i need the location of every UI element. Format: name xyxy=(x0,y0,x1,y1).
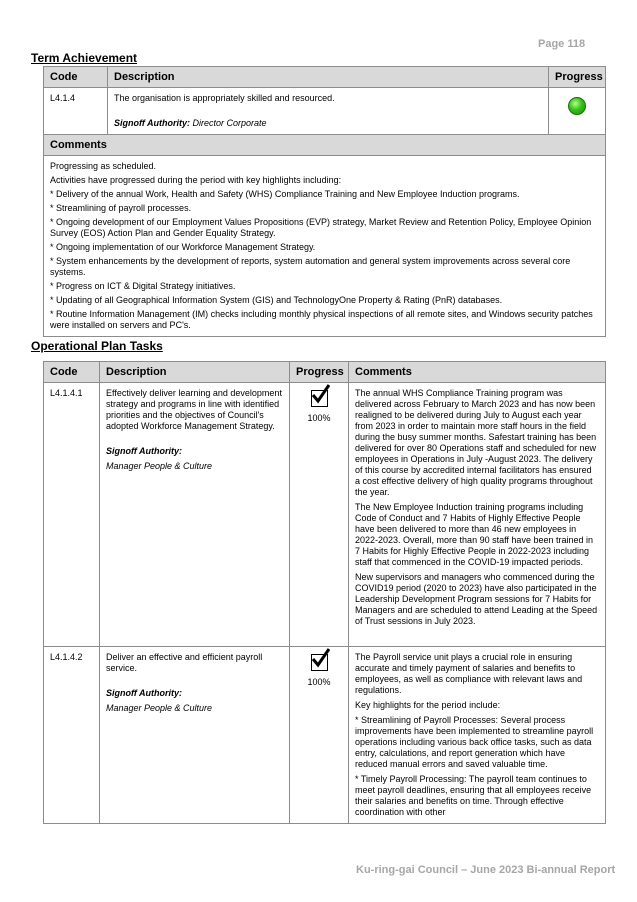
table-row xyxy=(44,383,606,647)
signoff-value: Manager People & Culture xyxy=(106,703,213,713)
term-achievement-table xyxy=(43,66,606,337)
task-description: Effectively deliver learning and development strategy and programs in line with identified priorities and the objectives of Council's adopted Workforce Management Strategy. xyxy=(106,388,282,431)
comment-line: Activities have progressed during the period with key highlights including: xyxy=(50,175,342,185)
comment-line: * System enhancements by the development of reports, system automation and general system improvements across several core systems. xyxy=(50,256,571,277)
task-code: L4.1.4.1 xyxy=(44,383,100,647)
comment-line: Progressing as scheduled. xyxy=(50,161,157,171)
comments-row xyxy=(44,156,606,337)
signoff-label: Signoff Authority: xyxy=(114,118,190,128)
term-signoff xyxy=(114,118,542,129)
comment-line: * Ongoing implementation of our Workforce Management Strategy. xyxy=(50,242,316,252)
task-code: L4.1.4.2 xyxy=(44,647,100,824)
task-progress-value: 100% xyxy=(307,413,331,423)
task-comment: New supervisors and managers who commenced during the COVID19 period (2020 to 2023) have also participated in the Leadership Development Program sessions for 7 Habits for Managers and are scheduled to attend Leading at the Speed of Trust sessions in July 2023. xyxy=(355,572,598,626)
comment-line: * Routine Information Management (IM) checks including monthly physical inspections of all remote sites, and Windows security patches were installed on servers and PC's. xyxy=(50,309,593,330)
checkbox-tick-icon xyxy=(296,388,342,410)
operational-plan-table xyxy=(43,361,606,824)
green-status-icon xyxy=(568,97,586,115)
checkbox-tick-icon xyxy=(296,652,342,674)
task-progress-cell xyxy=(290,383,349,647)
comment-line: * Streamlining of payroll processes. xyxy=(50,203,192,213)
operational-plan-title: Operational Plan Tasks xyxy=(31,339,163,353)
report-footer: Ku-ring-gai Council – June 2023 Bi-annual Report xyxy=(356,864,616,876)
task-comment: The annual WHS Compliance Training program was delivered across February to March 2023 and has now been realigned to be delivered during July to August each year from 2023 in order to maintain more staff hours in the field during the busy summer months. Safestart training has been delivered for over 80 Operations staff and scheduled for new employees in Operations in July -August 2023. The delivery of this course by accredited internal facilitators has ensured a cost effective delivery of high quality programs throughout the year. xyxy=(355,388,597,497)
table-header-row xyxy=(44,67,606,88)
header-description: Description xyxy=(100,362,290,383)
task-comment: * Streamlining of Payroll Processes: Several process improvements have been implemented to streamline payroll operations including various back office tasks, such as data entry, calculations, and report generation which have reduced manual errors and saved valuable time. xyxy=(355,715,594,769)
task-description-cell xyxy=(100,383,290,647)
header-code: Code xyxy=(44,362,100,383)
comment-line: * Delivery of the annual Work, Health and Safety (WHS) Compliance Training and New Employee Induction programs. xyxy=(50,189,520,199)
task-comment: The Payroll service unit plays a crucial role in ensuring accurate and timely payment of salaries and benefits to employees, as well as compliance with relevant laws and regulations. xyxy=(355,652,583,695)
task-comments-cell xyxy=(349,383,606,647)
signoff-value: Manager People & Culture xyxy=(106,461,213,471)
comments-header: Comments xyxy=(44,135,606,156)
term-progress-cell xyxy=(549,88,606,135)
task-description-cell xyxy=(100,647,290,824)
task-comment: Key highlights for the period include: xyxy=(355,700,501,710)
term-description-cell xyxy=(108,88,549,135)
header-progress: Progress xyxy=(290,362,349,383)
page-number: Page 118 xyxy=(538,38,586,50)
header-comments: Comments xyxy=(349,362,606,383)
comment-line: * Ongoing development of our Employment Values Propositions (EVP) strategy, Market Review and Retention Policy, Employee Opinion Survey (EOS) Action Plan and Gender Equality Strategy. xyxy=(50,217,592,238)
table-header-row xyxy=(44,362,606,383)
table-row xyxy=(44,647,606,824)
term-description: The organisation is appropriately skilled and resourced. xyxy=(114,93,335,103)
header-description: Description xyxy=(108,67,549,88)
signoff-label: Signoff Authority: xyxy=(106,688,182,698)
task-comment: * Timely Payroll Processing: The payroll team continues to meet payroll deadlines, ensuring that all employees receive their salaries and benefits on time. Through effective coordination with other xyxy=(355,774,592,817)
task-comment: The New Employee Induction training programs including Code of Conduct and 7 Habits of Highly Effective People have been delivered to more than 46 new employees in 2022-2023. Overall, more than 90 staff have been trained in 7 Habits for Highly Effective People in 2022-2023 including staff that commenced in the COVID-19 impacted periods. xyxy=(355,502,593,567)
signoff-value: Director Corporate xyxy=(190,118,267,128)
task-progress-cell xyxy=(290,647,349,824)
comment-line: * Progress on ICT & Digital Strategy initiatives. xyxy=(50,281,236,291)
signoff-label: Signoff Authority: xyxy=(106,446,182,456)
task-comments-cell xyxy=(349,647,606,824)
comments-header-row xyxy=(44,135,606,156)
table-row xyxy=(44,88,606,135)
term-code: L4.1.4 xyxy=(44,88,108,135)
header-code: Code xyxy=(44,67,108,88)
header-progress: Progress xyxy=(549,67,606,88)
task-progress-value: 100% xyxy=(307,677,331,687)
term-achievement-title: Term Achievement xyxy=(31,51,138,65)
task-description: Deliver an effective and efficient payroll service. xyxy=(106,652,263,673)
comment-line: * Updating of all Geographical Information System (GIS) and TechnologyOne Property & Rating (PnR) databases. xyxy=(50,295,503,305)
comments-cell xyxy=(44,156,606,337)
